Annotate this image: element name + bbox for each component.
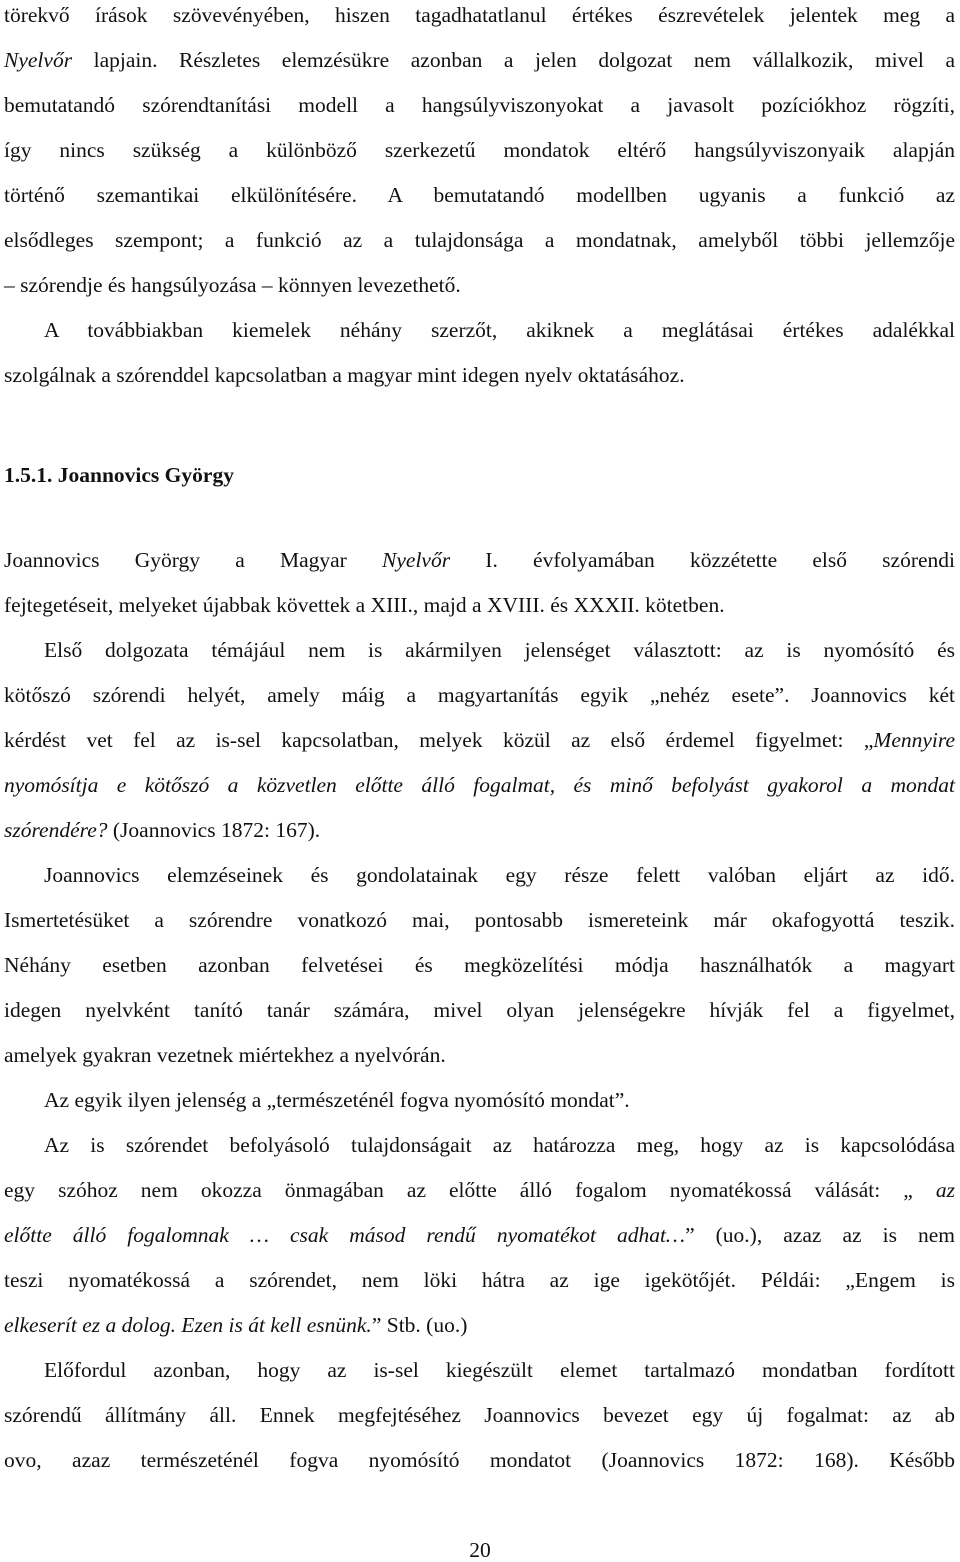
text-line: ovo, azaz természeténél fogva nyomósító mondatot (Joannovics 1872: 168). Később (4, 1448, 955, 1472)
text-line: Az is szórendet befolyásoló tulajdonságait az határozza meg, hogy az is kapcsolódása (44, 1133, 955, 1157)
text-line: fejtegetéseit, melyeket újabbak követtek a XIII., majd a XVIII. és XXXII. kötetben. (4, 593, 725, 617)
section-heading: 1.5.1. Joannovics György (4, 463, 234, 487)
text-line: Előfordul azonban, hogy az is-sel kiegészült elemet tartalmazó mondatban fordított (44, 1358, 955, 1382)
text-line: teszi nyomatékossá a szórendet, nem löki hátra az ige igekötőjét. Példái: „Engem is (4, 1268, 955, 1292)
text-line: Ismertetésüket a szórendre vonatkozó mai, pontosabb ismereteink már okafogyottá teszik. (4, 908, 955, 932)
text-line: így nincs szükség a különböző szerkezetű mondatok eltérő hangsúlyviszonyaik alapján (4, 138, 955, 162)
text-line: – szórendje és hangsúlyozása – könnyen levezethető. (4, 273, 461, 297)
text-line: Az egyik ilyen jelenség a „természeténél fogva nyomósító mondat”. (44, 1088, 630, 1112)
text-line: idegen nyelvként tanító tanár számára, mivel olyan jelenségekre hívják fel a figyelmet, (4, 998, 955, 1022)
text-line: törekvő írások szövevényében, hiszen tagadhatatlanul értékes észrevételek jelentek meg a (4, 3, 955, 27)
text-line: kérdést vet fel az is-sel kapcsolatban, melyek közül az első érdemel figyelmet: „Mennyire (4, 728, 955, 752)
text-line: történő szemantikai elkülönítésére. A bemutatandó modellben ugyanis a funkció az (4, 183, 955, 207)
text-line: Nyelvőr lapjain. Részletes elemzésükre azonban a jelen dolgozat nem vállalkozik, mivel a (4, 48, 955, 72)
text-line: amelyek gyakran vezetnek miértekhez a nyelvórán. (4, 1043, 446, 1067)
text-line: nyomósítja e kötőszó a közvetlen előtte álló fogalmat, és minő befolyást gyakorol a mondat (4, 773, 955, 797)
text-line: szolgálnak a szórenddel kapcsolatban a magyar mint idegen nyelv oktatásához. (4, 363, 685, 387)
text-line: Joannovics György a Magyar Nyelvőr I. évfolyamában közzétette első szórendi (4, 548, 955, 572)
text-line: Joannovics elemzéseinek és gondolatainak egy része felett valóban eljárt az idő. (44, 863, 955, 887)
page-number: 20 (469, 1538, 491, 1562)
text-line: A továbbiakban kiemelek néhány szerzőt, akiknek a meglátásai értékes adalékkal (44, 318, 955, 342)
text-line: Néhány esetben azonban felvetései és megközelítési módja használhatók a magyart (4, 953, 955, 977)
text-line: egy szóhoz nem okozza önmagában az előtte álló fogalom nyomatékossá válását: „ az (4, 1178, 955, 1202)
text-line: elsődleges szempont; a funkció az a tulajdonsága a mondatnak, amelyből többi jellemzője (4, 228, 955, 252)
text-line: szórendére? (Joannovics 1872: 167). (4, 818, 321, 842)
text-line: előtte álló fogalomnak … csak másod rendű nyomatékot adhat…” (uo.), azaz az is nem (4, 1223, 955, 1247)
text-line: szórendű állítmány áll. Ennek megfejtéséhez Joannovics bevezet egy új fogalmat: az ab (4, 1403, 955, 1427)
text-line: Első dolgozata témájául nem is akármilyen jelenséget választott: az is nyomósító és (44, 638, 955, 662)
text-line: elkeserít ez a dolog. Ezen is át kell esnünk.” Stb. (uo.) (4, 1313, 468, 1337)
text-line: kötőszó szórendi helyét, amely máig a magyartanítás egyik „nehéz esete”. Joannovics két (4, 683, 955, 707)
text-line: bemutatandó szórendtanítási modell a hangsúlyviszonyokat a javasolt pozíciókhoz rögzíti, (4, 93, 955, 117)
